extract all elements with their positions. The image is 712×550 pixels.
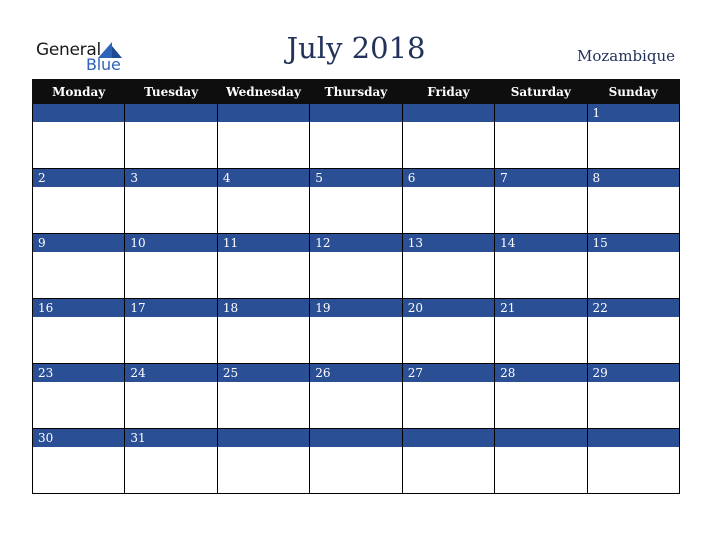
day-number: 21 xyxy=(495,299,586,317)
day-cell[interactable] xyxy=(217,104,309,169)
week-row xyxy=(33,104,680,169)
day-number xyxy=(310,104,401,122)
day-cell-body xyxy=(125,364,216,428)
day-cell-body xyxy=(403,299,494,363)
day-number: 29 xyxy=(588,364,679,382)
day-cell-body xyxy=(310,169,401,233)
day-cell[interactable] xyxy=(310,234,402,299)
day-cell[interactable] xyxy=(33,364,125,429)
day-cell-body xyxy=(310,299,401,363)
week-row xyxy=(33,234,680,299)
day-cell-body xyxy=(33,364,124,428)
day-number xyxy=(310,429,401,447)
weekday-wednesday: Wednesday xyxy=(217,80,309,104)
day-number xyxy=(218,104,309,122)
day-cell-body xyxy=(218,169,309,233)
day-cell[interactable] xyxy=(217,234,309,299)
day-cell[interactable] xyxy=(402,104,494,169)
day-cell[interactable] xyxy=(402,234,494,299)
day-number xyxy=(495,104,586,122)
country-label: Mozambique xyxy=(577,47,675,65)
day-cell-body xyxy=(33,234,124,298)
day-number: 9 xyxy=(33,234,124,252)
day-number xyxy=(588,429,679,447)
day-cell-body xyxy=(403,364,494,428)
day-number: 8 xyxy=(588,169,679,187)
day-cell-body xyxy=(310,234,401,298)
day-cell-body xyxy=(33,299,124,363)
day-cell-body xyxy=(403,234,494,298)
weekday-sunday: Sunday xyxy=(587,80,679,104)
weekday-friday: Friday xyxy=(402,80,494,104)
day-number xyxy=(495,429,586,447)
weekday-saturday: Saturday xyxy=(495,80,587,104)
day-cell[interactable] xyxy=(587,104,679,169)
day-number: 31 xyxy=(125,429,216,447)
day-number: 28 xyxy=(495,364,586,382)
day-number: 10 xyxy=(125,234,216,252)
day-number: 4 xyxy=(218,169,309,187)
week-row xyxy=(33,169,680,234)
day-cell-body xyxy=(218,364,309,428)
day-cell[interactable] xyxy=(587,234,679,299)
day-number: 25 xyxy=(218,364,309,382)
day-cell[interactable] xyxy=(310,104,402,169)
day-cell[interactable] xyxy=(587,429,679,494)
day-cell-body xyxy=(125,234,216,298)
day-number: 2 xyxy=(33,169,124,187)
day-cell[interactable] xyxy=(217,169,309,234)
day-cell-body xyxy=(125,299,216,363)
day-cell[interactable] xyxy=(33,169,125,234)
day-cell[interactable] xyxy=(310,169,402,234)
day-cell-body xyxy=(403,429,494,493)
day-cell[interactable] xyxy=(495,234,587,299)
day-number: 17 xyxy=(125,299,216,317)
day-cell[interactable] xyxy=(217,429,309,494)
day-cell-body xyxy=(495,169,586,233)
calendar-body xyxy=(33,104,680,494)
day-cell-body xyxy=(403,104,494,168)
day-number xyxy=(403,429,494,447)
day-cell[interactable] xyxy=(33,299,125,364)
day-cell[interactable] xyxy=(587,169,679,234)
day-cell[interactable] xyxy=(495,169,587,234)
day-number: 1 xyxy=(588,104,679,122)
day-cell[interactable] xyxy=(587,364,679,429)
week-row xyxy=(33,364,680,429)
day-number: 24 xyxy=(125,364,216,382)
day-cell[interactable] xyxy=(495,299,587,364)
day-number: 20 xyxy=(403,299,494,317)
day-cell-body xyxy=(218,234,309,298)
day-number: 3 xyxy=(125,169,216,187)
day-number xyxy=(125,104,216,122)
day-cell-body xyxy=(588,429,679,493)
day-number: 16 xyxy=(33,299,124,317)
day-number: 7 xyxy=(495,169,586,187)
day-cell-body xyxy=(218,429,309,493)
day-number: 26 xyxy=(310,364,401,382)
day-cell[interactable] xyxy=(495,429,587,494)
day-cell-body xyxy=(403,169,494,233)
day-cell[interactable] xyxy=(217,364,309,429)
week-row xyxy=(33,429,680,494)
day-cell-body xyxy=(588,169,679,233)
day-cell-body xyxy=(33,104,124,168)
day-cell-body xyxy=(495,299,586,363)
day-cell-body xyxy=(125,169,216,233)
day-cell[interactable] xyxy=(125,234,217,299)
day-cell[interactable] xyxy=(402,364,494,429)
day-number xyxy=(403,104,494,122)
logo-general-text: General xyxy=(36,40,101,60)
weekday-monday: Monday xyxy=(33,80,125,104)
day-number: 22 xyxy=(588,299,679,317)
day-cell[interactable] xyxy=(495,104,587,169)
day-number: 27 xyxy=(403,364,494,382)
day-cell[interactable] xyxy=(33,104,125,169)
day-cell-body xyxy=(310,429,401,493)
day-cell[interactable] xyxy=(125,169,217,234)
day-cell-body xyxy=(588,234,679,298)
weekday-header-row xyxy=(33,80,680,104)
day-cell-body xyxy=(125,429,216,493)
day-number: 15 xyxy=(588,234,679,252)
day-cell[interactable] xyxy=(310,364,402,429)
day-number: 12 xyxy=(310,234,401,252)
day-cell[interactable] xyxy=(33,234,125,299)
weekday-thursday: Thursday xyxy=(310,80,402,104)
day-number: 18 xyxy=(218,299,309,317)
day-number: 14 xyxy=(495,234,586,252)
day-cell-body xyxy=(495,364,586,428)
weekday-tuesday: Tuesday xyxy=(125,80,217,104)
day-cell[interactable] xyxy=(125,104,217,169)
day-cell-body xyxy=(495,234,586,298)
day-cell-body xyxy=(310,104,401,168)
day-cell[interactable] xyxy=(310,429,402,494)
day-cell-body xyxy=(495,429,586,493)
day-cell[interactable] xyxy=(495,364,587,429)
day-cell-body xyxy=(33,169,124,233)
day-cell[interactable] xyxy=(125,299,217,364)
day-cell[interactable] xyxy=(587,299,679,364)
day-cell-body xyxy=(33,429,124,493)
day-cell-body xyxy=(218,104,309,168)
day-cell-body xyxy=(588,104,679,168)
day-cell-body xyxy=(125,104,216,168)
day-cell[interactable] xyxy=(310,299,402,364)
day-cell-body xyxy=(495,104,586,168)
day-cell[interactable] xyxy=(402,169,494,234)
day-number: 19 xyxy=(310,299,401,317)
day-number: 5 xyxy=(310,169,401,187)
day-number xyxy=(218,429,309,447)
day-number: 13 xyxy=(403,234,494,252)
day-number xyxy=(33,104,124,122)
calendar-title: July 2018 xyxy=(286,31,426,65)
day-cell-body xyxy=(310,364,401,428)
day-number: 11 xyxy=(218,234,309,252)
day-cell[interactable] xyxy=(402,299,494,364)
logo-blue-text: Blue xyxy=(86,55,121,74)
day-cell[interactable] xyxy=(125,364,217,429)
day-number: 6 xyxy=(403,169,494,187)
day-cell[interactable] xyxy=(125,429,217,494)
day-cell[interactable] xyxy=(217,299,309,364)
month-calendar xyxy=(32,79,680,494)
day-number: 23 xyxy=(33,364,124,382)
day-number: 30 xyxy=(33,429,124,447)
day-cell-body xyxy=(218,299,309,363)
day-cell[interactable] xyxy=(33,429,125,494)
day-cell-body xyxy=(588,364,679,428)
day-cell[interactable] xyxy=(402,429,494,494)
week-row xyxy=(33,299,680,364)
day-cell-body xyxy=(588,299,679,363)
